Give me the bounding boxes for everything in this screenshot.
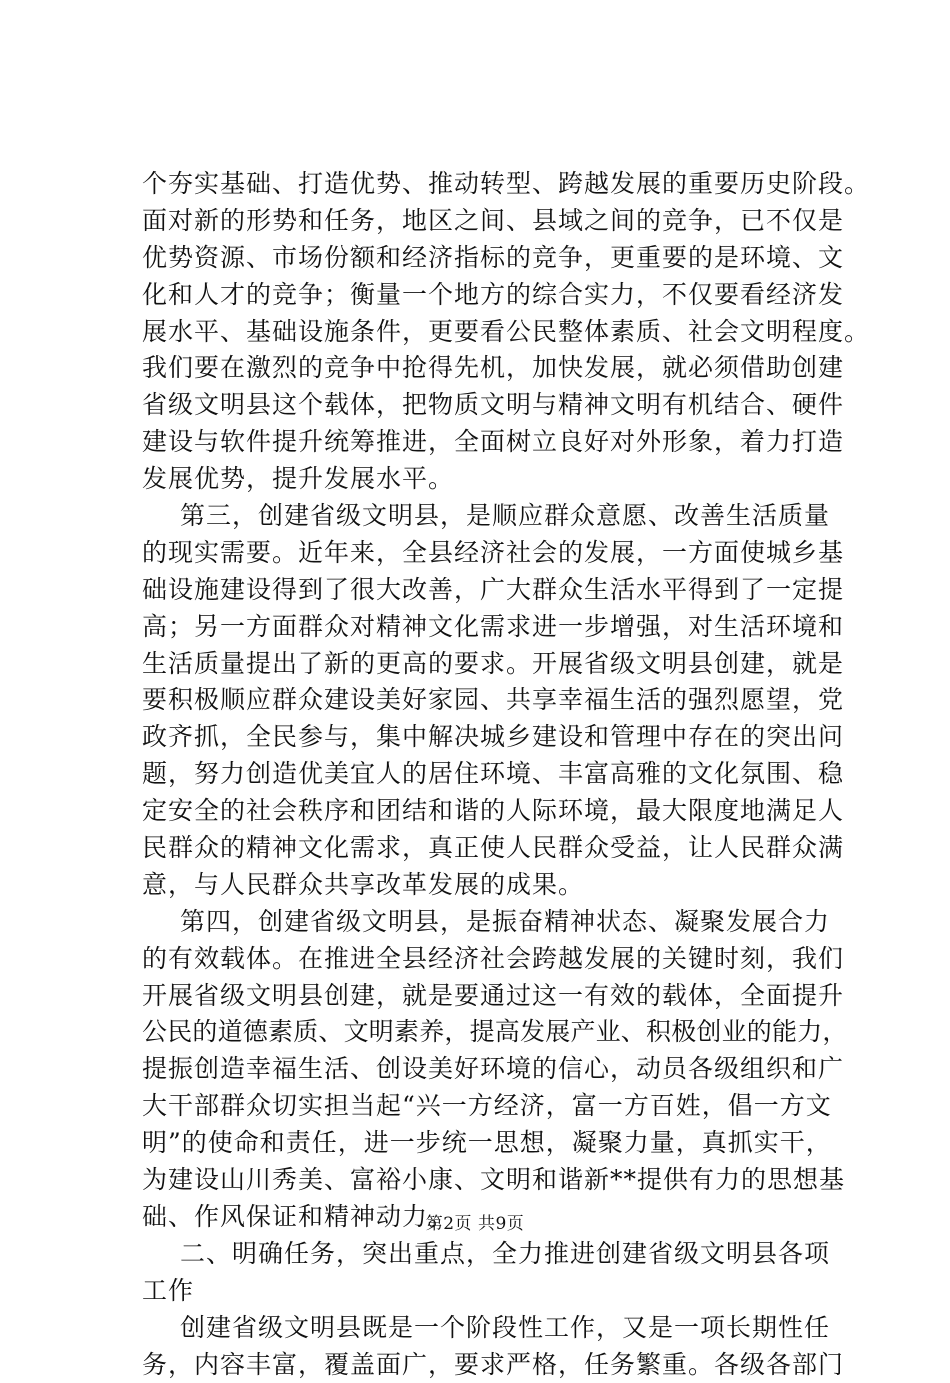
text-line: 展水平、基础设施条件，更要看公民整体素质、社会文明程度。 [142, 314, 872, 351]
text-line: 意，与人民群众共享改革发展的成果。 [142, 867, 872, 904]
text-line: 生活质量提出了新的更高的要求。开展省级文明县创建，就是 [142, 646, 872, 683]
text-line: 政齐抓，全民参与，集中解决城乡建设和管理中存在的突出问 [142, 719, 872, 756]
text-line: 的现实需要。近年来，全县经济社会的发展，一方面使城乡基 [142, 535, 872, 572]
text-line: 建设与软件提升统筹推进，全面树立良好对外形象，着力打造 [142, 424, 872, 461]
text-line: 的有效载体。在推进全县经济社会跨越发展的关键时刻，我们 [142, 941, 872, 978]
paragraph-fourth [142, 904, 872, 1236]
paragraph-third [142, 498, 872, 904]
text-line: 定安全的社会秩序和团结和谐的人际环境，最大限度地满足人 [142, 793, 872, 830]
section-heading-2 [142, 1236, 872, 1310]
text-line: 面对新的形势和任务，地区之间、县域之间的竞争，已不仅是 [142, 203, 872, 240]
text-line: 高；另一方面群众对精神文化需求进一步增强，对生活环境和 [142, 609, 872, 646]
text-line: 开展省级文明县创建，就是要通过这一有效的载体，全面提升 [142, 978, 872, 1015]
paragraph-task [142, 1310, 872, 1383]
text-line: 我们要在激烈的竞争中抢得先机，加快发展，就必须借助创建 [142, 350, 872, 387]
text-line: 个夯实基础、打造优势、推动转型、跨越发展的重要历史阶段。 [142, 166, 872, 203]
text-line: 化和人才的竞争；衡量一个地方的综合实力，不仅要看经济发 [142, 277, 872, 314]
text-line: 础、作风保证和精神动力。 [142, 1199, 872, 1236]
text-line: 大干部群众切实担当起“兴一方经济，富一方百姓，倡一方文 [142, 1088, 872, 1125]
page-number-footer: 第2页 共9页 [0, 1213, 950, 1235]
document-body [142, 166, 872, 1383]
text-line: 要积极顺应群众建设美好家园、共享幸福生活的强烈愿望，党 [142, 682, 872, 719]
text-line: 务，内容丰富，覆盖面广，要求严格，任务繁重。各级各部门 [142, 1347, 872, 1383]
text-line: 发展优势，提升发展水平。 [142, 461, 872, 498]
text-line: 为建设山川秀美、富裕小康、文明和谐新**提供有力的思想基 [142, 1162, 872, 1199]
text-line: 公民的道德素质、文明素养，提高发展产业、积极创业的能力， [142, 1014, 872, 1051]
text-line: 第三，创建省级文明县，是顺应群众意愿、改善生活质量 [142, 498, 872, 535]
text-line: 础设施建设得到了很大改善，广大群众生活水平得到了一定提 [142, 572, 872, 609]
heading-line: 二、明确任务，突出重点，全力推进创建省级文明县各项 [142, 1236, 872, 1273]
text-line: 第四，创建省级文明县，是振奋精神状态、凝聚发展合力 [142, 904, 872, 941]
text-line: 明”的使命和责任，进一步统一思想，凝聚力量，真抓实干， [142, 1125, 872, 1162]
text-line: 省级文明县这个载体，把物质文明与精神文明有机结合、硬件 [142, 387, 872, 424]
text-line: 提振创造幸福生活、创设美好环境的信心，动员各级组织和广 [142, 1051, 872, 1088]
text-line: 民群众的精神文化需求，真正使人民群众受益，让人民群众满 [142, 830, 872, 867]
text-line: 创建省级文明县既是一个阶段性工作，又是一项长期性任 [142, 1310, 872, 1347]
paragraph-continuation [142, 166, 872, 498]
text-line: 题，努力创造优美宜人的居住环境、丰富高雅的文化氛围、稳 [142, 756, 872, 793]
text-line: 优势资源、市场份额和经济指标的竞争，更重要的是环境、文 [142, 240, 872, 277]
heading-line: 工作 [142, 1273, 872, 1310]
